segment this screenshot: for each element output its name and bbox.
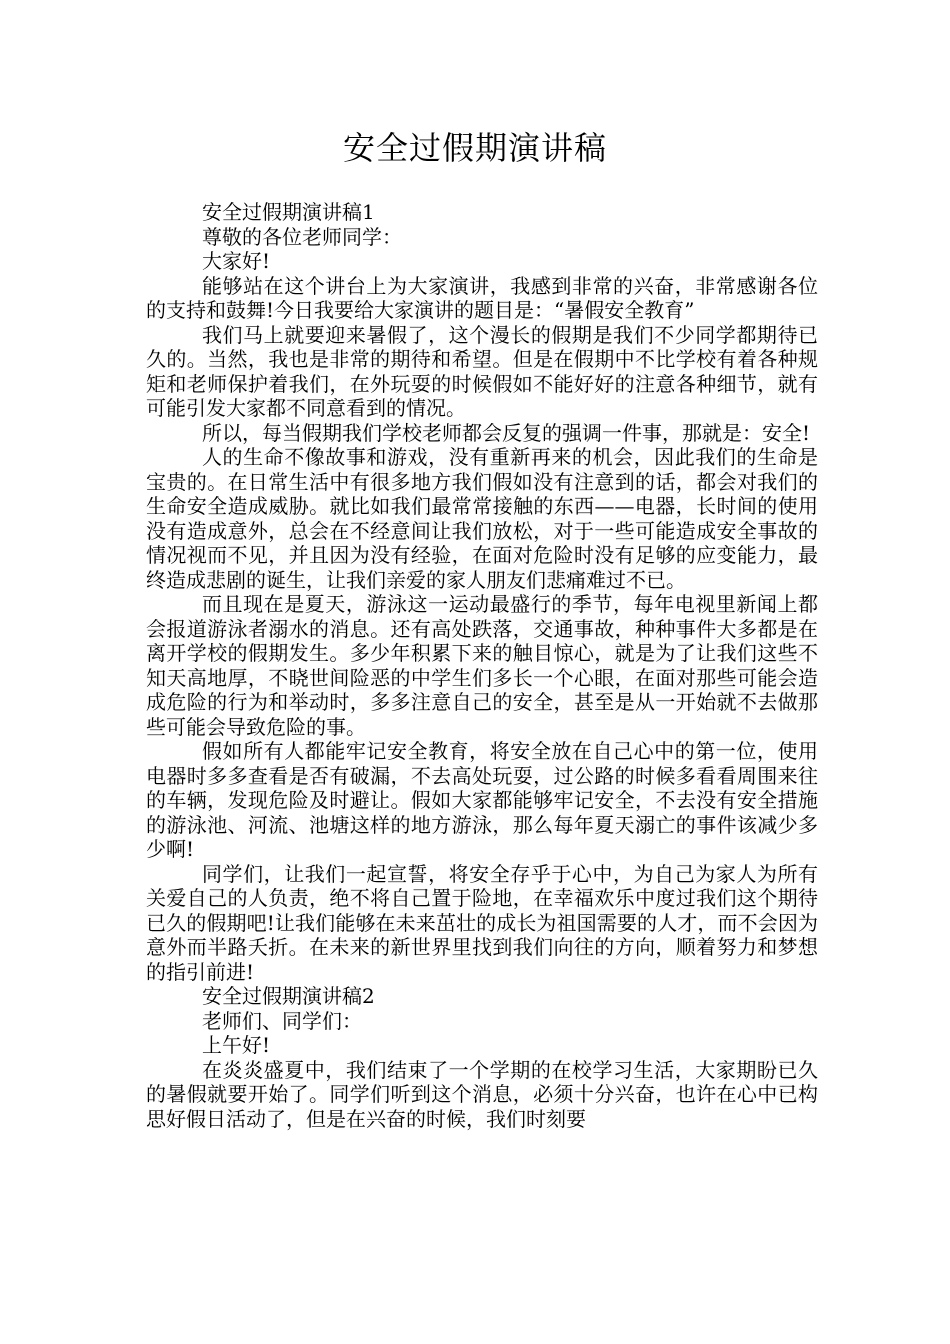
paragraph: 我们马上就要迎来暑假了，这个漫长的假期是我们不少同学都期待已久的。当然，我也是非常的期待和希望。但是在假期中不比学校有着各种规矩和老师保护着我们，在外玩耍的时候假如不能好好的注意各种细节，就有可能引发大家都不同意看到的情况。	[146, 322, 818, 420]
paragraph: 安全过假期演讲稿2	[202, 984, 375, 1008]
paragraph: 人的生命不像故事和游戏，没有重新再来的机会，因此我们的生命是宝贵的。在日常生活中有很多地方我们假如没有注意到的话，都会对我们的生命安全造成威胁。就比如我们最常常接触的东西——电器，长时间的使用没有造成意外，总会在不经意间让我们放松，对于一些可能造成安全事故的情况视而不见，并且因为没有经验，在面对危险时没有足够的应变能力，最终造成悲剧的诞生，让我们亲爱的家人朋友们悲痛难过不已。	[146, 445, 818, 592]
paragraph: 安全过假期演讲稿1	[202, 200, 375, 224]
paragraph: 能够站在这个讲台上为大家演讲，我感到非常的兴奋，非常感谢各位的支持和鼓舞!今日我要给大家演讲的题目是：“暑假安全教育”	[146, 273, 818, 322]
paragraph: 所以，每当假期我们学校老师都会反复的强调一件事，那就是：安全!	[202, 420, 811, 445]
paragraph: 老师们、同学们：	[202, 1008, 362, 1033]
paragraph: 假如所有人都能牢记安全教育，将安全放在自己心中的第一位，使用电器时多多查看是否有破漏，不去高处玩耍，过公路的时候多看看周围来往的车辆，发现危险及时避让。假如大家都能够牢记安全，不去没有安全措施的游泳池、河流、池塘这样的地方游泳，那么每年夏天溺亡的事件该减少多少啊!	[146, 739, 818, 861]
paragraph: 同学们，让我们一起宣誓，将安全存乎于心中，为自己为家人为所有关爱自己的人负责，绝不将自己置于险地，在幸福欢乐中度过我们这个期待已久的假期吧!让我们能够在未来茁壮的成长为祖国需要的人才，而不会因为意外而半路夭折。在未来的新世界里找到我们向往的方向，顺着努力和梦想的指引前进!	[146, 861, 818, 984]
paragraph: 而且现在是夏天，游泳这一运动最盛行的季节，每年电视里新闻上都会报道游泳者溺水的消息。还有高处跌落，交通事故，种种事件大多都是在离开学校的假期发生。多少年积累下来的触目惊心，就是为了让我们这些不知天高地厚，不晓世间险恶的中学生们多长一个心眼，在面对那些可能会造成危险的行为和举动时，多多注意自己的安全，甚至是从一开始就不去做那些可能会导致危险的事。	[146, 592, 818, 739]
paragraph: 在炎炎盛夏中，我们结束了一个学期的在校学习生活，大家期盼已久的暑假就要开始了。同学们听到这个消息，必须十分兴奋，也许在心中已构思好假日活动了，但是在兴奋的时候，我们时刻要	[146, 1057, 818, 1131]
paragraph: 大家好!	[202, 249, 271, 273]
document-body	[146, 200, 818, 1131]
paragraph: 尊敬的各位老师同学：	[202, 224, 402, 249]
paragraph: 上午好!	[202, 1033, 271, 1057]
document-title: 安全过假期演讲稿	[342, 129, 607, 167]
